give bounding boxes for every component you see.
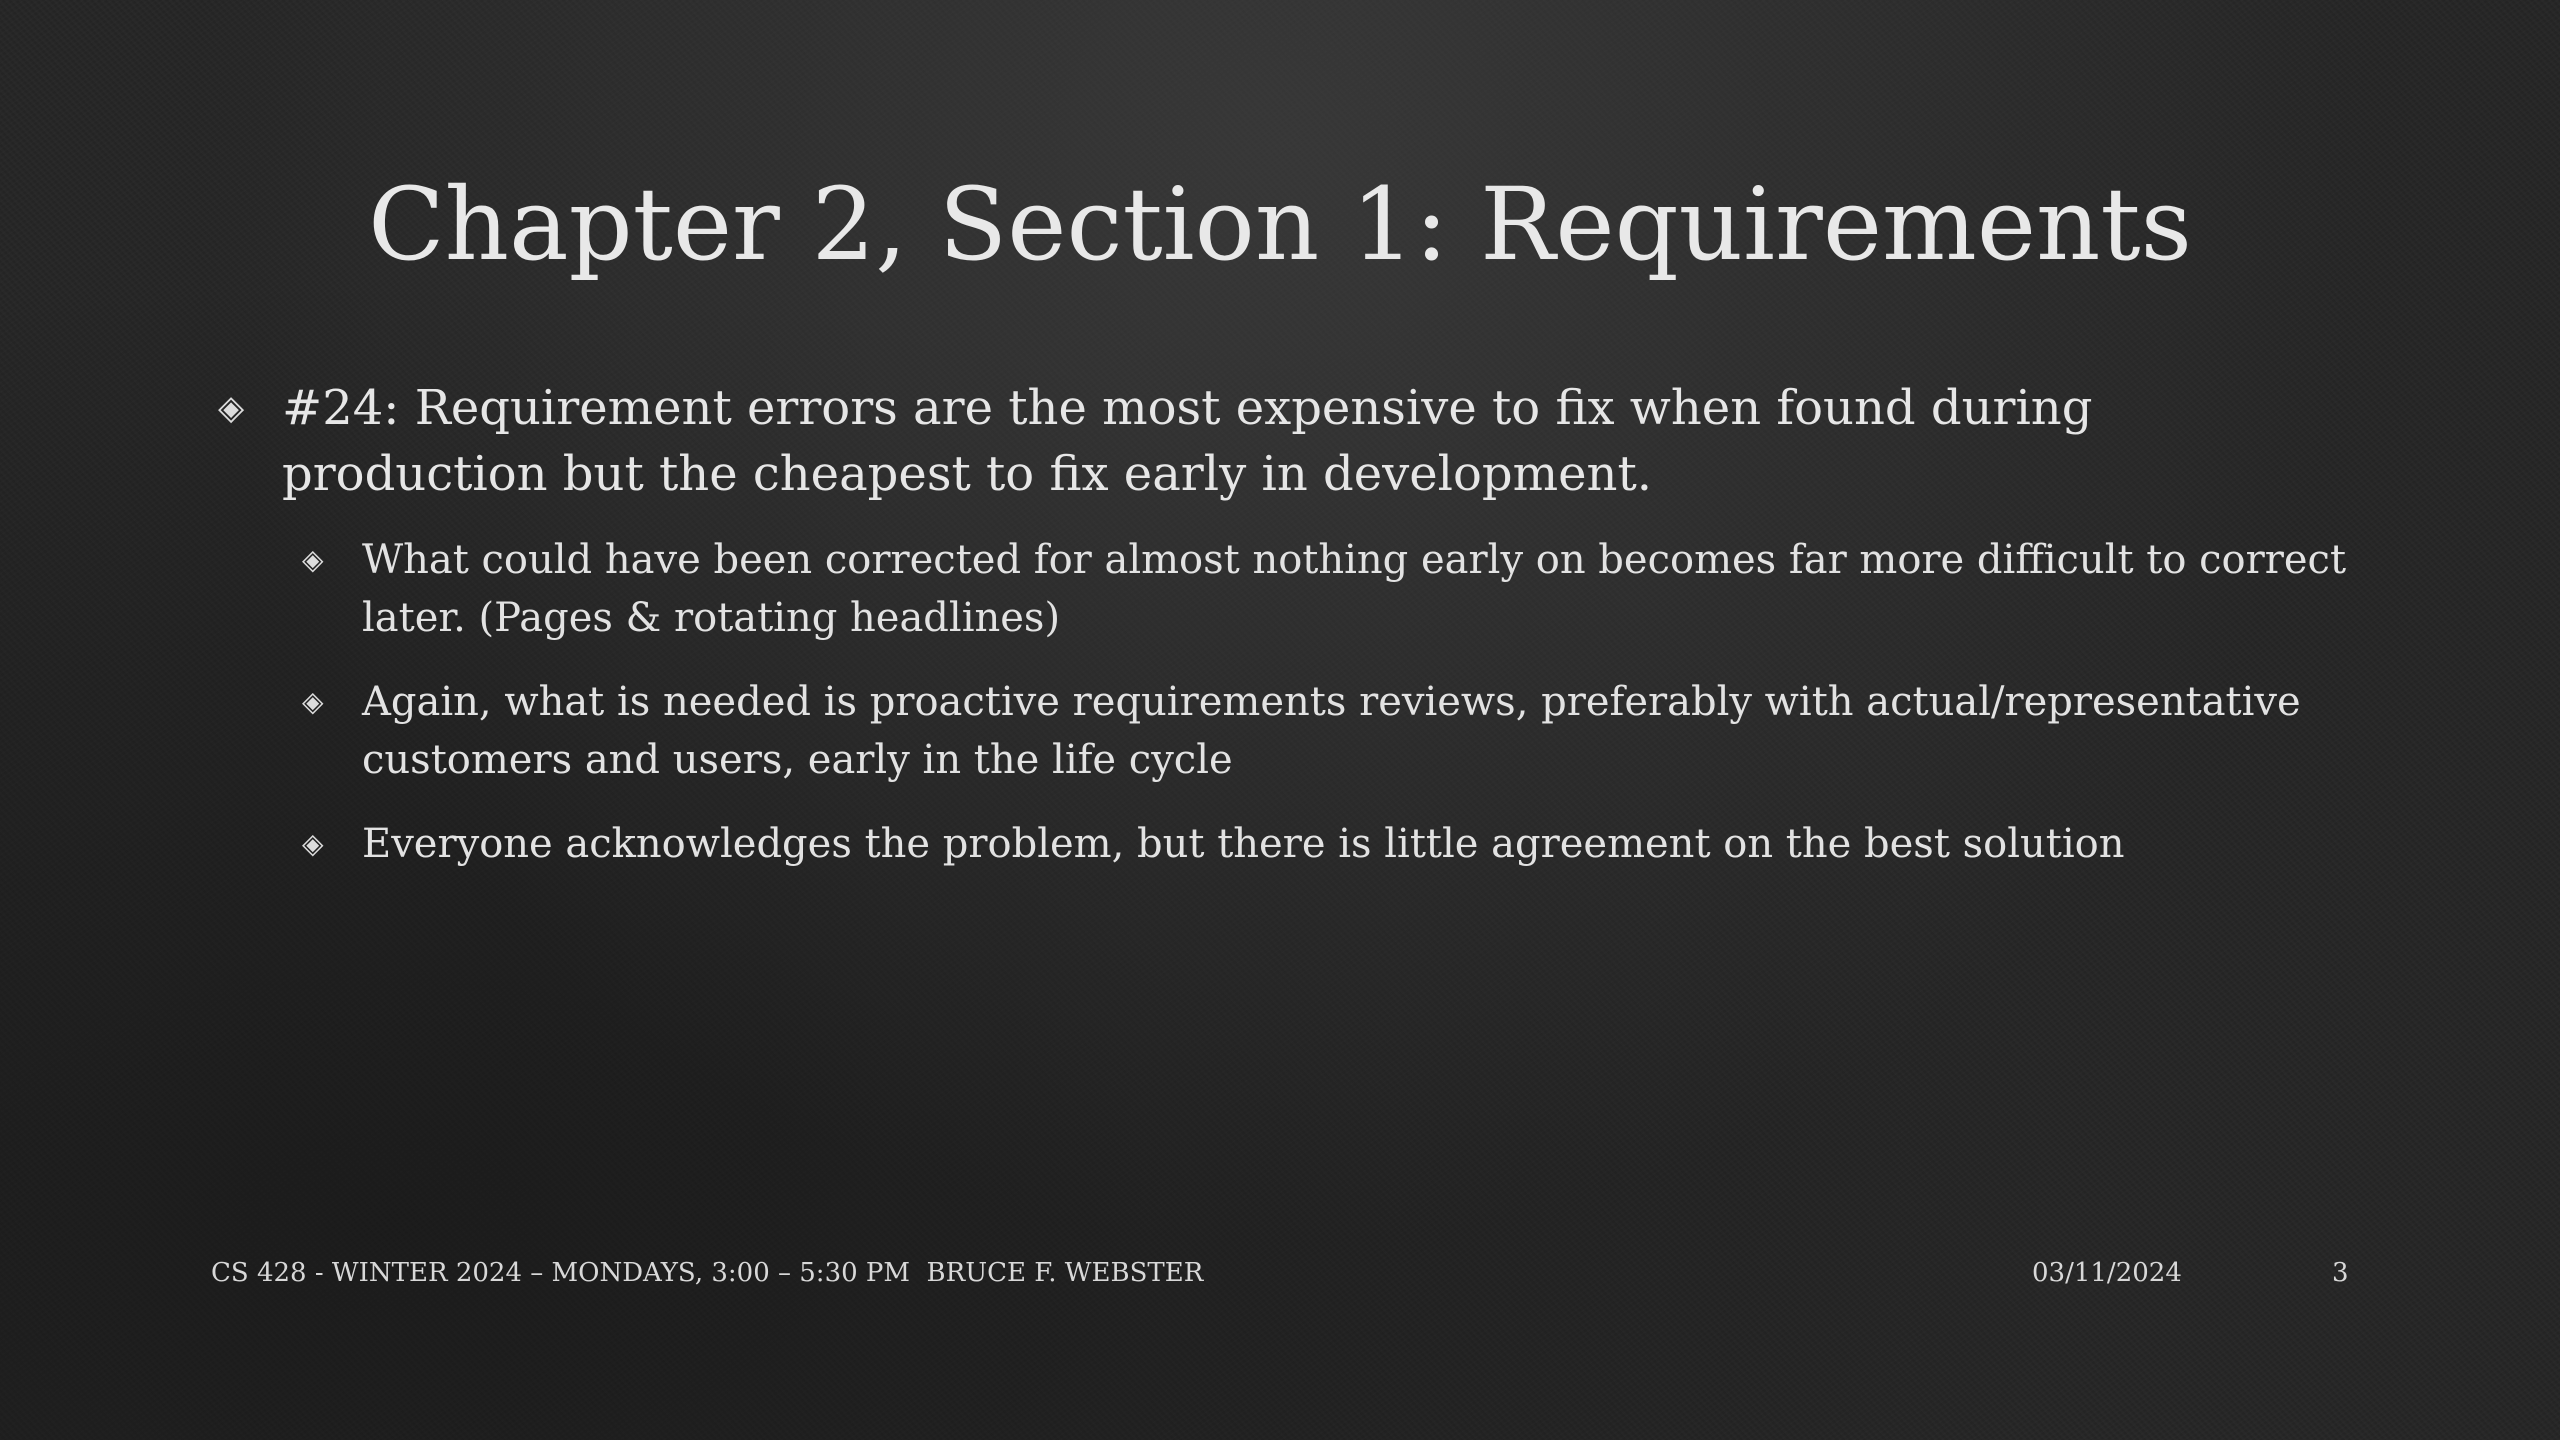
diamond-bullet-icon: ◈ [218,388,245,428]
diamond-bullet-icon: ◈ [302,685,324,718]
slide-title: Chapter 2, Section 1: Requirements [368,166,2192,283]
diamond-bullet-icon: ◈ [302,827,324,860]
sub-bullet-item-3 [302,815,2352,873]
bullet-item-1 [218,375,2318,507]
footer-page-number: 3 [2332,1258,2349,1288]
sub-bullet-item-1 [302,531,2352,647]
sub-bullet-item-2 [302,673,2352,789]
footer-date: 03/11/2024 [2032,1258,2182,1288]
sub-bullet-text: What could have been corrected for almost nothing early on becomes far more difficult to correct later. (Pages & rotating headlines) [362,537,2347,641]
bullet-text: #24: Requirement errors are the most expensive to fix when found during production but the cheapest to fix early in development. [282,380,2093,502]
diamond-bullet-icon: ◈ [302,543,324,576]
sub-bullet-text: Everyone acknowledges the problem, but there is little agreement on the best solution [362,821,2125,867]
footer-course-info: CS 428 - WINTER 2024 – MONDAYS, 3:00 – 5:30 PM BRUCE F. WEBSTER [211,1258,1204,1288]
sub-bullet-text: Again, what is needed is proactive requirements reviews, preferably with actual/representative customers and users, early in the life cycle [362,679,2301,783]
